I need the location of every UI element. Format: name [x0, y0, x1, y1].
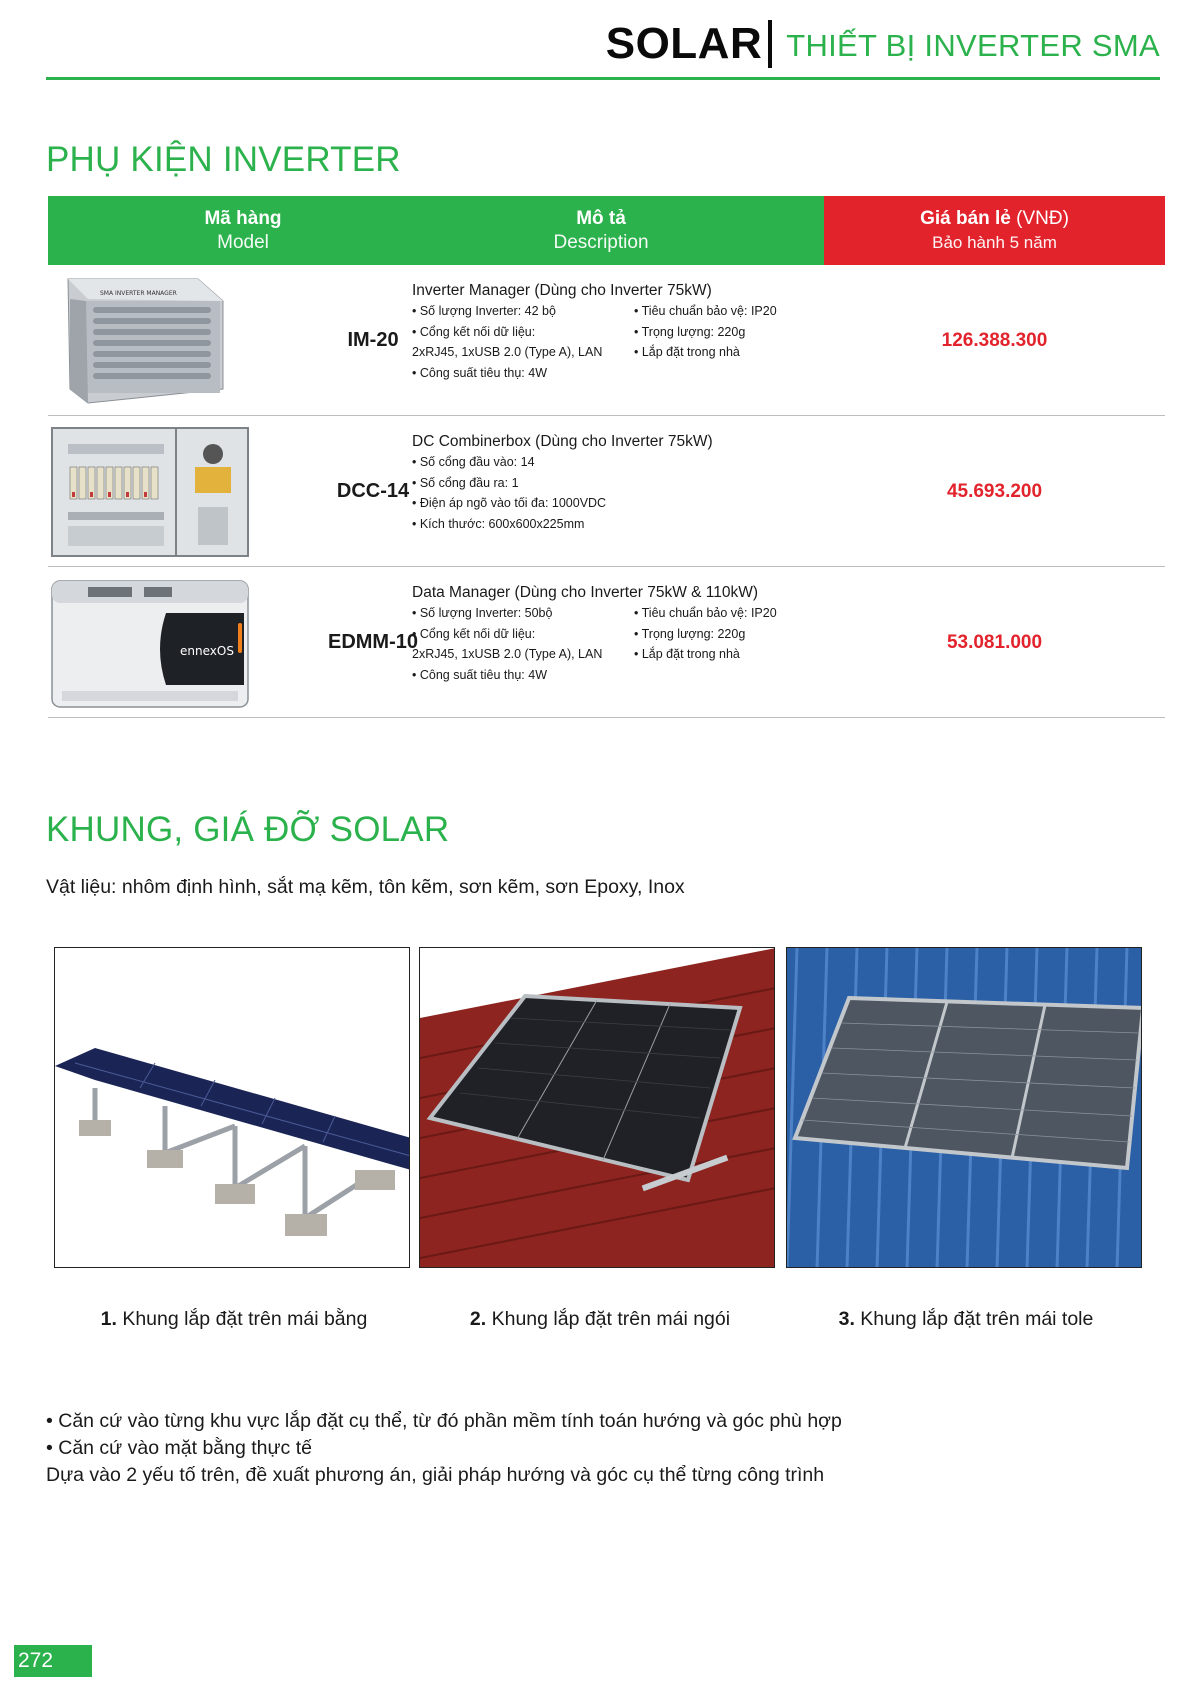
- spec-item: • Lắp đặt trong nhà: [634, 647, 740, 661]
- notes: [46, 1408, 842, 1489]
- header-desc-label: Mô tả: [576, 207, 626, 229]
- header-price-line: [920, 207, 1069, 231]
- page-number: 272: [14, 1645, 92, 1677]
- header-price-label: Giá bán lẻ: [920, 207, 1011, 229]
- im20-label: SMA INVERTER MANAGER: [100, 290, 177, 297]
- table-row: [48, 416, 1165, 567]
- flat-roof-frame-photo: [54, 947, 410, 1268]
- combinerbox-image: [48, 422, 253, 561]
- description-title: DC Combinerbox (Dùng cho Inverter 75kW): [412, 433, 713, 450]
- caption-number: 1.: [100, 1308, 117, 1330]
- model-code: DCC-14: [336, 480, 410, 502]
- materials-text: Vật liệu: nhôm định hình, sắt mạ kẽm, tôn kẽm, sơn kẽm, sơn Epoxy, Inox: [46, 876, 685, 898]
- caption-number: 3.: [838, 1308, 855, 1330]
- spec-item: • Công suất tiêu thụ: 4W: [412, 365, 548, 380]
- section-title-accessories: PHỤ KIỆN INVERTER: [46, 140, 401, 179]
- spec-item: • Trọng lượng: 220g: [634, 324, 746, 339]
- page-header: [46, 14, 1160, 80]
- header-model-label: Mã hàng: [204, 207, 282, 229]
- brand-divider: [768, 20, 772, 68]
- header-description: [378, 196, 824, 265]
- spec-item: • Cổng kết nối dữ liệu:: [412, 324, 536, 339]
- spec-item: • Lắp đặt trong nhà: [634, 345, 740, 359]
- caption-text: Khung lắp đặt trên mái tole: [854, 1308, 1094, 1330]
- table-row: [48, 265, 1165, 416]
- header-price-unit: (VNĐ): [1016, 207, 1069, 229]
- header-desc-sub: Description: [553, 231, 649, 253]
- caption-text: Khung lắp đặt trên mái bằng: [116, 1308, 368, 1330]
- spec-list: [412, 603, 832, 685]
- price: 45.693.200: [946, 480, 1043, 502]
- brand-block: [606, 20, 1160, 68]
- description: [412, 583, 832, 685]
- inverter-manager-image: [48, 271, 253, 410]
- price: 126.388.300: [941, 329, 1048, 351]
- spec-item: [634, 363, 832, 384]
- description-title: Data Manager (Dùng cho Inverter 75kW & 110kW): [412, 584, 759, 601]
- note-line: Dựa vào 2 yếu tố trên, đề xuất phương án, giải pháp hướng và góc cụ thể từng công trình: [46, 1464, 825, 1486]
- spec-item: • Điện áp ngõ vào tối đa: 1000VDC: [412, 496, 607, 510]
- spec-item: • Số lượng Inverter: 42 bộ: [412, 304, 556, 318]
- spec-item: 2xRJ45, 1xUSB 2.0 (Type A), LAN: [412, 647, 603, 661]
- model-code: EDMM-10: [327, 631, 418, 653]
- price-table: [48, 196, 1165, 718]
- tile-roof-frame-photo: [419, 947, 775, 1268]
- description-title: Inverter Manager (Dùng cho Inverter 75kW): [412, 282, 712, 299]
- header-model: [48, 196, 378, 265]
- header-model-sub: Model: [217, 231, 269, 253]
- brand-title: SOLAR: [605, 19, 763, 68]
- header-price-warranty: Bảo hành 5 năm: [932, 232, 1057, 252]
- data-manager-image: [48, 573, 253, 712]
- spec-item: 2xRJ45, 1xUSB 2.0 (Type A), LAN: [412, 345, 603, 359]
- header-price: [824, 196, 1165, 265]
- spec-item: • Số cổng đầu vào: 14: [412, 455, 535, 469]
- spec-list: [412, 301, 832, 383]
- caption-metal-roof: [790, 1308, 1142, 1331]
- spec-item: [634, 665, 832, 686]
- spec-item: • Cổng kết nối dữ liệu:: [412, 626, 536, 641]
- description: [412, 281, 832, 383]
- spec-list: [412, 452, 832, 534]
- description: [412, 432, 832, 534]
- table-header: [48, 196, 1165, 265]
- caption-flat-roof: [58, 1308, 410, 1331]
- spec-item: • Trọng lượng: 220g: [634, 626, 746, 641]
- model-code: IM-20: [347, 329, 399, 351]
- spec-item: • Tiêu chuẩn bảo vệ: IP20: [634, 606, 777, 620]
- brand-subtitle: THIẾT BỊ INVERTER SMA: [786, 28, 1160, 63]
- metal-roof-frame-photo: [786, 947, 1142, 1268]
- spec-item: • Số cổng đầu ra: 1: [412, 475, 519, 490]
- section-title-frames: KHUNG, GIÁ ĐỠ SOLAR: [46, 810, 450, 849]
- caption-number: 2.: [469, 1308, 487, 1330]
- ennexos-label: ennexOS: [180, 644, 234, 658]
- caption-text: Khung lắp đặt trên mái ngói: [486, 1308, 731, 1330]
- spec-item: • Tiêu chuẩn bảo vệ: IP20: [634, 304, 777, 318]
- note-line: • Căn cứ vào mặt bằng thực tế: [46, 1437, 312, 1459]
- caption-tile-roof: [424, 1308, 776, 1331]
- spec-item: • Số lượng Inverter: 50bộ: [412, 606, 553, 620]
- note-line: • Căn cứ vào từng khu vực lắp đặt cụ thể, từ đó phần mềm tính toán hướng và góc phù hợp: [46, 1410, 842, 1432]
- spec-item: • Kích thước: 600x600x225mm: [412, 516, 585, 531]
- price: 53.081.000: [946, 631, 1043, 653]
- spec-item: • Công suất tiêu thụ: 4W: [412, 667, 548, 682]
- table-row: [48, 567, 1165, 718]
